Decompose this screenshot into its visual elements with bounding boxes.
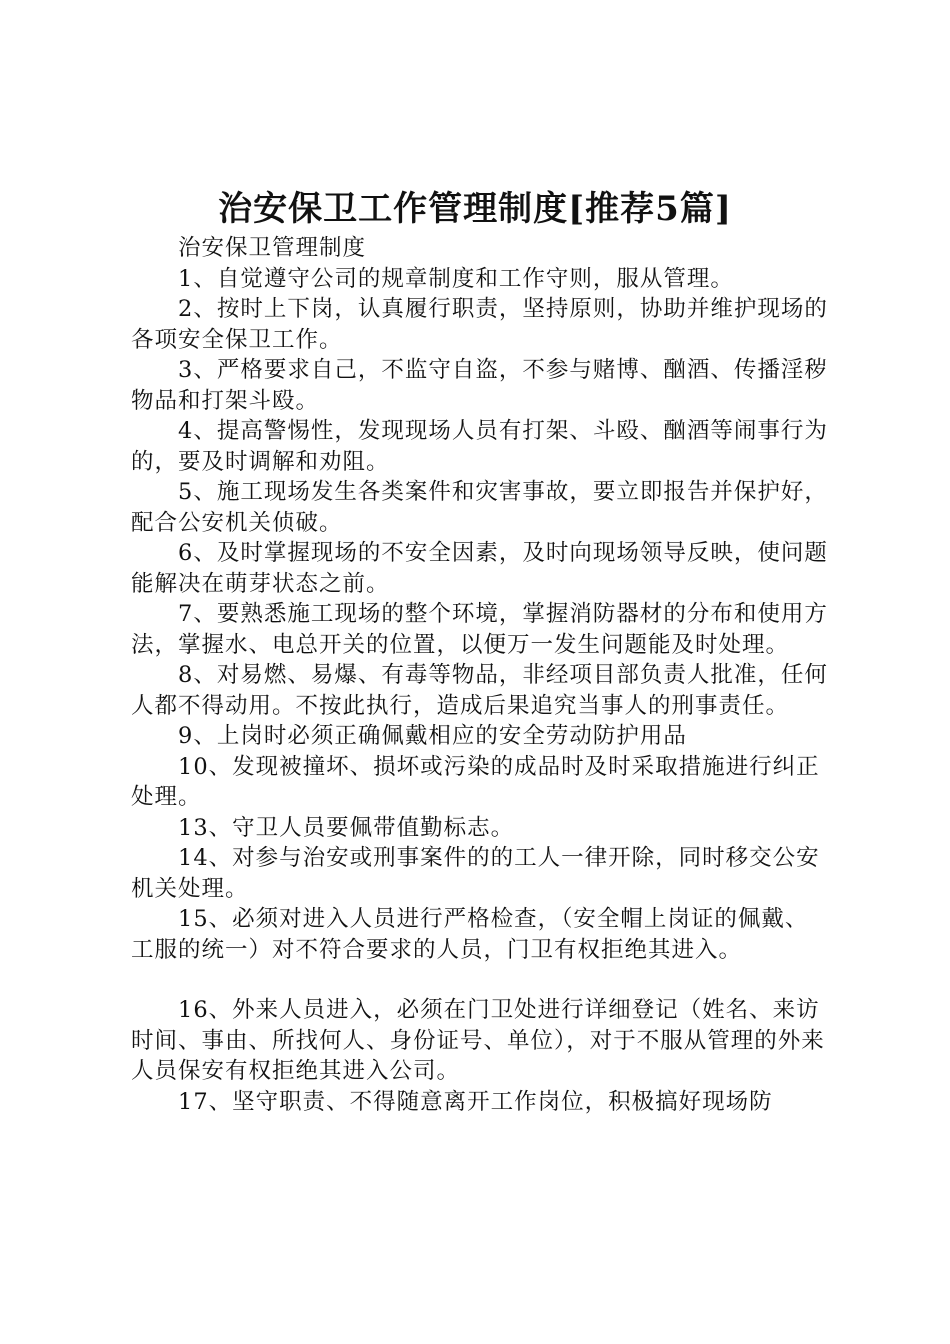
rule-paragraph-7: 7、要熟悉施工现场的整个环境，掌握消防器材的分布和使用方法，掌握水、电总开关的位置，以便万一发生问题能及时处理。 bbox=[131, 601, 828, 658]
rule-paragraph-13: 13、守卫人员要佩带值勤标志。 bbox=[178, 814, 515, 841]
rule-paragraph-1: 1、自觉遵守公司的规章制度和工作守则，服从管理。 bbox=[178, 265, 734, 292]
document-body bbox=[131, 233, 831, 1117]
rule-paragraph-3: 3、严格要求自己，不监守自盗，不参与赌博、酗酒、传播淫秽物品和打架斗殴。 bbox=[131, 357, 828, 414]
rule-paragraph-15: 15、必须对进入人员进行严格检查，（安全帽上岗证的佩戴、工服的统一）对不符合要求的人员，门卫有权拒绝其进入。 bbox=[131, 906, 809, 963]
rule-paragraph-17: 17、坚守职责、不得随意离开工作岗位，积极搞好现场防 bbox=[178, 1088, 773, 1115]
paragraph-gap bbox=[131, 965, 831, 995]
document-title: 治安保卫工作管理制度[推荐5篇] bbox=[218, 189, 732, 229]
rule-paragraph-9: 9、上岗时必须正确佩戴相应的安全劳动防护用品 bbox=[178, 723, 687, 749]
rule-paragraph-14: 14、对参与治安或刑事案件的的工人一律开除，同时移交公安机关处理。 bbox=[131, 845, 820, 902]
rule-paragraph-5: 5、施工现场发生各类案件和灾害事故，要立即报告并保护好，配合公安机关侦破。 bbox=[131, 479, 828, 536]
section-subtitle: 治安保卫管理制度 bbox=[178, 235, 367, 261]
rule-paragraph-8: 8、对易燃、易爆、有毒等物品，非经项目部负责人批准，任何人都不得动用。不按此执行，造成后果追究当事人的刑事责任。 bbox=[131, 662, 828, 719]
rule-paragraph-6: 6、及时掌握现场的不安全因素，及时向现场领导反映，使问题能解决在萌芽状态之前。 bbox=[131, 540, 828, 597]
rule-paragraph-2: 2、按时上下岗，认真履行职责，坚持原则，协助并维护现场的各项安全保卫工作。 bbox=[131, 296, 828, 353]
rule-paragraph-10: 10、发现被撞坏、损坏或污染的成品时及时采取措施进行纠正处理。 bbox=[131, 753, 820, 810]
rule-paragraph-4: 4、提高警惕性，发现现场人员有打架、斗殴、酗酒等闹事行为的，要及时调解和劝阻。 bbox=[131, 418, 828, 475]
rule-paragraph-16: 16、外来人员进入，必须在门卫处进行详细登记（姓名、来访时间、事由、所找何人、身份证号、单位），对于不服从管理的外来人员保安有权拒绝其进入公司。 bbox=[131, 997, 825, 1084]
